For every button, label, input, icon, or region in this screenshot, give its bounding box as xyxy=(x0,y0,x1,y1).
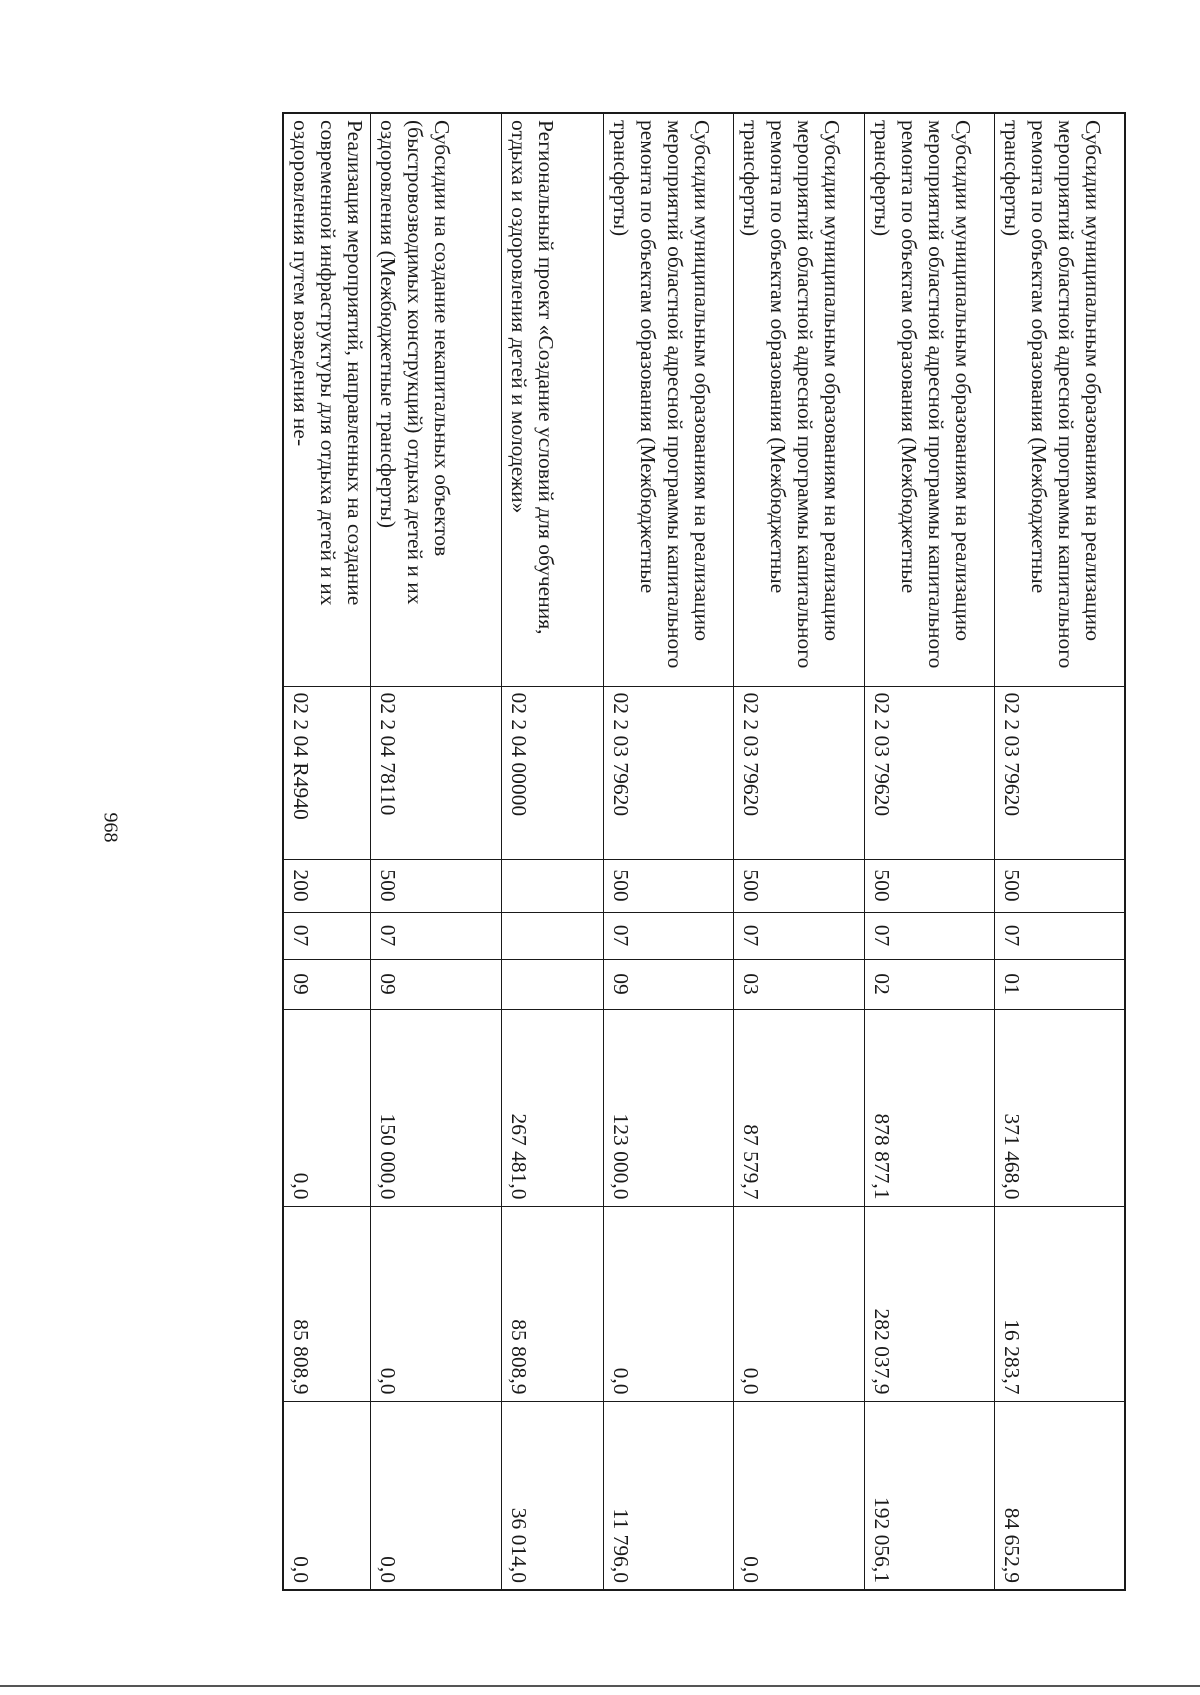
expense-type-code: 500 xyxy=(995,859,1125,912)
expense-type-code: 500 xyxy=(604,859,734,912)
amount-3: 0,0 xyxy=(284,1401,372,1590)
expense-type-code: 500 xyxy=(734,859,865,912)
budget-table xyxy=(283,112,1127,1591)
table-row xyxy=(371,113,502,1590)
amount-2: 16 283,7 xyxy=(995,1206,1125,1401)
amount-1: 371 468,0 xyxy=(995,1009,1125,1206)
table-row xyxy=(604,113,734,1590)
row-description: Субсидии на создание некапитальных объектов (быстровозводимых конструкций) отдыха детей и их оздоровления (Межбюджетные трансферты) xyxy=(371,113,502,686)
row-description: Региональный проект «Создание условий для обучения, отдыха и оздоровления детей и молодежи» xyxy=(502,113,604,686)
target-article-code: 02 2 04 R4940 xyxy=(284,686,372,859)
section-code: 07 xyxy=(734,912,865,959)
page-number: 968 xyxy=(99,812,122,843)
page-bottom-divider xyxy=(0,1685,1200,1687)
subsection-code: 03 xyxy=(734,959,865,1009)
subsection-code: 09 xyxy=(284,959,372,1009)
amount-1: 0,0 xyxy=(284,1009,372,1206)
section-code: 07 xyxy=(865,912,995,959)
row-description: Реализация мероприятий, направленных на создание современной инфраструктуры для отдыха детей и их оздоровления путем возведения не- xyxy=(284,113,372,686)
section-code xyxy=(502,912,604,959)
table-row xyxy=(734,113,865,1590)
section-code: 07 xyxy=(284,912,372,959)
expense-type-code xyxy=(502,859,604,912)
amount-2: 282 037,9 xyxy=(865,1206,995,1401)
amount-1: 267 481,0 xyxy=(502,1009,604,1206)
row-description: Субсидии муниципальным образованиям на реализацию мероприятий областной адресной программы капитального ремонта по объектам образования (Межбюджетные трансферты) xyxy=(995,113,1125,686)
amount-1: 123 000,0 xyxy=(604,1009,734,1206)
table-row xyxy=(502,113,604,1590)
target-article-code: 02 2 04 78110 xyxy=(371,686,502,859)
subsection-code: 02 xyxy=(865,959,995,1009)
table-row xyxy=(284,113,372,1590)
amount-2: 0,0 xyxy=(371,1206,502,1401)
amount-1: 87 579,7 xyxy=(734,1009,865,1206)
target-article-code: 02 2 03 79620 xyxy=(995,686,1125,859)
amount-2: 0,0 xyxy=(604,1206,734,1401)
row-description: Субсидии муниципальным образованиям на реализацию мероприятий областной адресной программы капитального ремонта по объектам образования (Межбюджетные трансферты) xyxy=(865,113,995,686)
row-description: Субсидии муниципальным образованиям на реализацию мероприятий областной адресной программы капитального ремонта по объектам образования (Межбюджетные трансферты) xyxy=(604,113,734,686)
target-article-code: 02 2 04 00000 xyxy=(502,686,604,859)
table-row xyxy=(865,113,995,1590)
amount-3: 0,0 xyxy=(734,1401,865,1590)
amount-3: 0,0 xyxy=(371,1401,502,1590)
amount-1: 878 877,1 xyxy=(865,1009,995,1206)
row-description: Субсидии муниципальным образованиям на реализацию мероприятий областной адресной программы капитального ремонта по объектам образования (Межбюджетные трансферты) xyxy=(734,113,865,686)
expense-type-code: 500 xyxy=(371,859,502,912)
target-article-code: 02 2 03 79620 xyxy=(604,686,734,859)
amount-2: 0,0 xyxy=(734,1206,865,1401)
subsection-code: 01 xyxy=(995,959,1125,1009)
subsection-code: 09 xyxy=(371,959,502,1009)
section-code: 07 xyxy=(604,912,734,959)
expense-type-code: 500 xyxy=(865,859,995,912)
amount-3: 84 652,9 xyxy=(995,1401,1125,1590)
subsection-code xyxy=(502,959,604,1009)
amount-3: 11 796,0 xyxy=(604,1401,734,1590)
amount-2: 85 808,9 xyxy=(284,1206,372,1401)
section-code: 07 xyxy=(371,912,502,959)
target-article-code: 02 2 03 79620 xyxy=(734,686,865,859)
subsection-code: 09 xyxy=(604,959,734,1009)
target-article-code: 02 2 03 79620 xyxy=(865,686,995,859)
table-row xyxy=(995,113,1125,1590)
amount-3: 36 014,0 xyxy=(502,1401,604,1590)
expense-type-code: 200 xyxy=(284,859,372,912)
rotated-table-wrapper xyxy=(289,112,1126,1589)
amount-2: 85 808,9 xyxy=(502,1206,604,1401)
section-code: 07 xyxy=(995,912,1125,959)
amount-3: 192 056,1 xyxy=(865,1401,995,1590)
amount-1: 150 000,0 xyxy=(371,1009,502,1206)
